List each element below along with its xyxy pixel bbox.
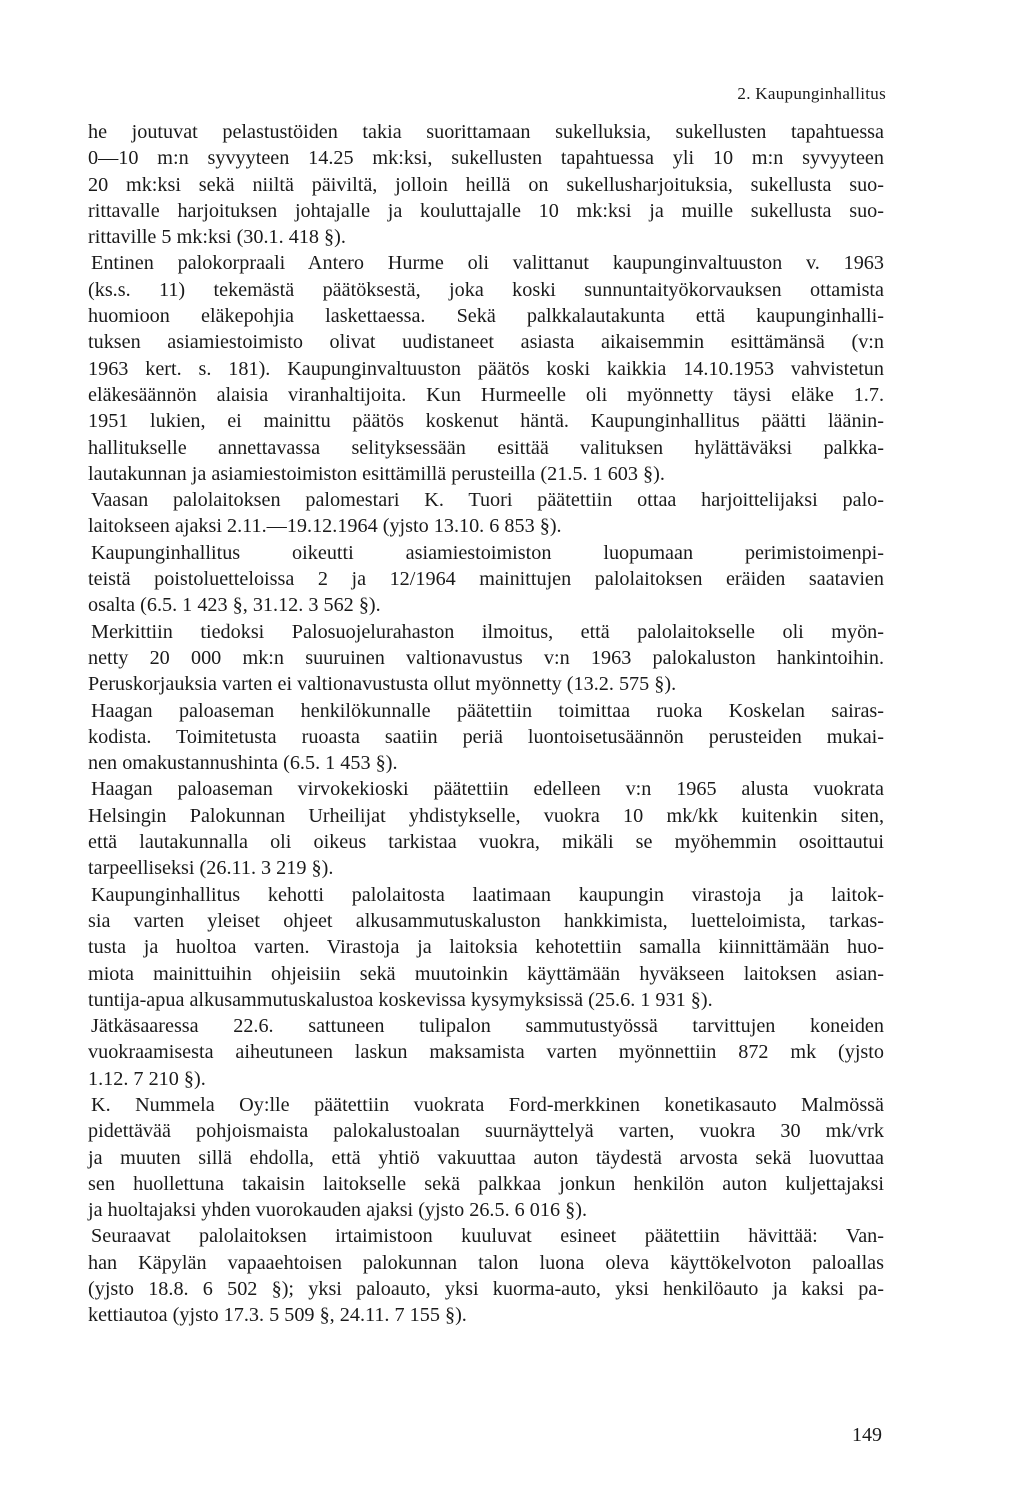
- text-line: Helsingin Palokunnan Urheilijat yhdistykselle, vuokra 10 mk/kk kuitenkin siten,: [88, 804, 884, 827]
- text-line: 1.12. 7 210 §).: [88, 1067, 206, 1090]
- text-line: rittavalle harjoituksen johtajalle ja kouluttajalle 10 mk:ksi ja muille sukellusta suo-: [88, 199, 884, 222]
- running-header: 2. Kaupunginhallitus: [737, 84, 886, 103]
- paragraph: [88, 119, 884, 250]
- paragraph: [88, 1092, 884, 1223]
- text-line: teistä poistoluetteloissa 2 ja 12/1964 mainittujen palolaitoksen eräiden saatavien: [88, 568, 884, 591]
- text-line: (yjsto 18.8. 6 502 §); yksi paloauto, yksi kuorma-auto, yksi henkilöauto ja kaksi pa-: [88, 1278, 884, 1301]
- text-line: Vaasan palolaitoksen palomestari K. Tuori päätettiin ottaa harjoittelijaksi palo-: [91, 489, 884, 512]
- text-line: kodista. Toimitetusta ruoasta saatiin periä luontoisetusäännön perusteiden mukai-: [88, 725, 884, 748]
- text-line: laitokseen ajaksi 2.11.—19.12.1964 (yjsto 13.10. 6 853 §).: [88, 515, 562, 538]
- text-line: K. Nummela Oy:lle päätettiin vuokrata Ford-merkkinen konetikasauto Malmössä: [91, 1093, 884, 1116]
- text-line: Haagan paloaseman virvokekioski päätettiin edelleen v:n 1965 alusta vuokrata: [91, 778, 884, 801]
- text-line: nen omakustannushinta (6.5. 1 453 §).: [88, 752, 398, 775]
- text-line: tuntija-apua alkusammutuskalustoa koskevissa kysymyksissä (25.6. 1 931 §).: [88, 988, 713, 1011]
- text-line: tusta ja huoltoa varten. Virastoja ja laitoksia kehotettiin samalla kiinnittämään huo-: [88, 936, 884, 959]
- body-text: [88, 119, 884, 1329]
- text-line: pidettävää pohjoismaista palokalustoalan suurnäyttelyä varten, vuokra 30 mk/vrk: [88, 1120, 884, 1143]
- text-line: Kaupunginhallitus kehotti palolaitosta laatimaan kaupungin virastoja ja laitok-: [91, 883, 884, 906]
- text-line: tarpeelliseksi (26.11. 3 219 §).: [88, 857, 334, 880]
- text-line: Seuraavat palolaitoksen irtaimistoon kuuluvat esineet päätettiin hävittää: Van-: [91, 1225, 884, 1248]
- paragraph: [88, 698, 884, 777]
- text-line: huomioon eläkepohjia laskettaessa. Sekä palkkalautakunta että kaupunginhalli-: [88, 305, 884, 328]
- text-line: sia varten yleiset ohjeet alkusammutuskaluston hankkimista, luetteloimista, tarkas-: [88, 909, 884, 932]
- page-number: 149: [852, 1424, 882, 1446]
- text-line: Kaupunginhallitus oikeutti asiamiestoimiston luopumaan perimistoimenpi-: [91, 541, 884, 564]
- text-line: Haagan paloaseman henkilökunnalle päätettiin toimittaa ruoka Koskelan sairas-: [91, 699, 884, 722]
- paragraph: [88, 776, 884, 881]
- text-line: sen huollettuna takaisin laitokselle sekä palkkaa jonkun henkilön auton kuljettajaksi: [88, 1172, 884, 1195]
- paragraph: [88, 487, 884, 540]
- paragraph: [88, 619, 884, 698]
- text-line: vuokraamisesta aiheutuneen laskun maksamista varten myönnettiin 872 mk (yjsto: [88, 1041, 884, 1064]
- text-line: 1951 lukien, ei mainittu päätös koskenut häntä. Kaupunginhallitus päätti läänin-: [88, 410, 884, 433]
- paragraph: [88, 540, 884, 619]
- text-line: han Käpylän vapaaehtoisen palokunnan talon luona oleva käyttökelvoton paloallas: [88, 1251, 884, 1274]
- paragraph: [88, 250, 884, 487]
- text-line: miota mainittuihin ohjeisiin sekä muutoinkin käyttämään hyväkseen laitoksen asian-: [88, 962, 884, 985]
- paragraph: [88, 1013, 884, 1092]
- text-line: Entinen palokorpraali Antero Hurme oli valittanut kaupunginvaltuuston v. 1963: [91, 252, 884, 275]
- text-line: he joutuvat pelastustöiden takia suorittamaan sukelluksia, sukellusten tapahtuessa: [88, 121, 884, 143]
- text-line: ja huoltajaksi yhden vuorokauden ajaksi (yjsto 26.5. 6 016 §).: [88, 1199, 587, 1222]
- text-line: 0—10 m:n syvyyteen 14.25 mk:ksi, sukellusten tapahtuessa yli 10 m:n syvyyteen: [88, 147, 884, 170]
- text-line: netty 20 000 mk:n suuruinen valtionavustus v:n 1963 palokaluston hankintoihin.: [88, 646, 884, 669]
- text-line: osalta (6.5. 1 423 §, 31.12. 3 562 §).: [88, 594, 381, 617]
- text-line: 20 mk:ksi sekä niiltä päiviltä, jolloin heillä on sukellusharjoituksia, sukellusta suo-: [88, 173, 884, 196]
- text-line: rittaville 5 mk:ksi (30.1. 418 §).: [88, 226, 346, 249]
- paragraph: [88, 1223, 884, 1328]
- text-line: kettiautoa (yjsto 17.3. 5 509 §, 24.11. 7 155 §).: [88, 1304, 467, 1327]
- text-line: Peruskorjauksia varten ei valtionavustusta ollut myönnetty (13.2. 575 §).: [88, 673, 677, 696]
- text-line: (ks.s. 11) tekemästä päätöksestä, joka koski sunnuntaityökorvauksen ottamista: [88, 278, 884, 301]
- text-line: lautakunnan ja asiamiestoimiston esittämillä perusteilla (21.5. 1 603 §).: [88, 462, 665, 485]
- text-line: ja muuten sillä ehdolla, että yhtiö vakuuttaa auton täydestä arvosta sekä luovuttaa: [88, 1146, 884, 1169]
- text-line: hallitukselle annettavassa selityksessään esittää valituksen hylättäväksi palkka-: [88, 436, 884, 459]
- text-line: eläkesäännön alaisia viranhaltijoita. Kun Hurmeelle oli myönnetty täysi eläke 1.7.: [88, 383, 884, 406]
- text-line: tuksen asiamiestoimisto olivat uudistaneet asiasta aikaisemmin esittämänsä (v:n: [88, 331, 884, 354]
- paragraph: [88, 882, 884, 1013]
- text-line: että lautakunnalla oli oikeus tarkistaa vuokra, mikäli se myöhemmin osoittautui: [88, 831, 884, 854]
- text-line: 1963 kert. s. 181). Kaupunginvaltuuston päätös koski kaikkia 14.10.1953 vahvistetun: [88, 357, 884, 380]
- text-line: Merkittiin tiedoksi Palosuojelurahaston ilmoitus, että palolaitokselle oli myön-: [91, 620, 884, 643]
- text-line: Jätkäsaaressa 22.6. sattuneen tulipalon sammutustyössä tarvittujen koneiden: [91, 1015, 884, 1038]
